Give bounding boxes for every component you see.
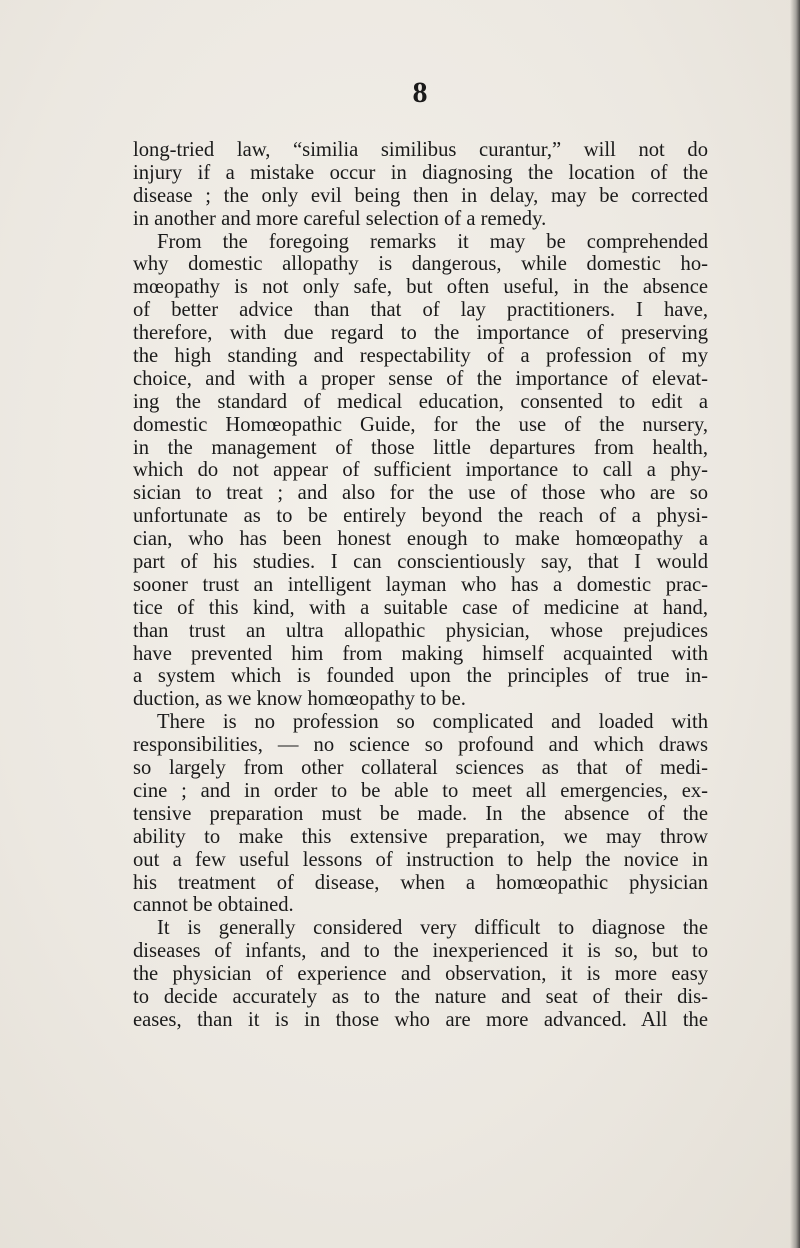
- text-line: than trust an ultra allopathic physician, whose prejudices: [133, 619, 708, 642]
- text-line: cine ; and in order to be able to meet all emergencies, ex-: [133, 779, 708, 802]
- page-number: 8: [412, 76, 428, 109]
- text-line: to decide accurately as to the nature and seat of their dis-: [133, 985, 708, 1008]
- text-line: unfortunate as to be entirely beyond the reach of a physi-: [133, 505, 708, 528]
- paragraph: [133, 917, 708, 1031]
- text-line: the physician of experience and observation, it is more easy: [133, 963, 708, 986]
- text-line: have prevented him from making himself acquainted with: [133, 642, 708, 665]
- text-line: in the management of those little departures from health,: [133, 436, 708, 459]
- text-line: cannot be obtained.: [133, 894, 294, 917]
- text-line: his treatment of disease, when a homœopathic physician: [133, 871, 708, 894]
- paragraph: [133, 231, 708, 712]
- text-line: disease ; the only evil being then in delay, may be corrected: [133, 184, 708, 207]
- text-line: a system which is founded upon the principles of true in-: [133, 665, 708, 688]
- text-line: domestic Homœopathic Guide, for the use of the nursery,: [133, 413, 708, 436]
- text-line: of better advice than that of lay practitioners. I have,: [133, 299, 708, 322]
- text-line: cian, who has been honest enough to make homœopathy a: [133, 528, 708, 551]
- text-line: tice of this kind, with a suitable case of medicine at hand,: [133, 596, 708, 619]
- text-line: why domestic allopathy is dangerous, while domestic ho-: [133, 253, 708, 276]
- text-line: mœopathy is not only safe, but often useful, in the absence: [133, 276, 708, 299]
- paragraph: [133, 711, 708, 917]
- text-line: the high standing and respectability of a profession of my: [133, 345, 708, 368]
- text-line: sician to treat ; and also for the use of those who are so: [133, 482, 708, 505]
- text-line: tensive preparation must be made. In the absence of the: [133, 802, 708, 825]
- text-line: which do not appear of sufficient importance to call a phy-: [133, 459, 708, 482]
- text-line: out a few useful lessons of instruction to help the novice in: [133, 848, 708, 871]
- text-line: diseases of infants, and to the inexperienced it is so, but to: [133, 940, 708, 963]
- text-line: in another and more careful selection of a remedy.: [133, 207, 547, 230]
- text-line: It is generally considered very difficult to diagnose the: [157, 917, 708, 940]
- text-line: long-tried law, “similia similibus curantur,” will not do: [133, 139, 708, 161]
- text-line: ability to make this extensive preparation, we may throw: [133, 825, 708, 848]
- text-line: sooner trust an intelligent layman who has a domestic prac-: [133, 573, 708, 596]
- text-line: therefore, with due regard to the importance of preserving: [133, 322, 708, 345]
- body-text: [133, 139, 708, 1032]
- text-line: part of his studies. I can conscientiously say, that I would: [133, 551, 708, 574]
- page-edge-shadow: [790, 0, 800, 1248]
- text-line: so largely from other collateral sciences as that of medi-: [133, 757, 708, 780]
- text-line: responsibilities, — no science so profound and which draws: [133, 734, 708, 757]
- text-line: choice, and with a proper sense of the importance of elevat-: [133, 367, 708, 390]
- text-line: ing the standard of medical education, consented to edit a: [133, 390, 708, 413]
- text-line: There is no profession so complicated and loaded with: [157, 711, 708, 734]
- text-line: injury if a mistake occur in diagnosing the location of the: [133, 161, 708, 184]
- paragraph: [133, 139, 708, 231]
- text-line: From the foregoing remarks it may be comprehended: [157, 230, 708, 253]
- text-line: eases, than it is in those who are more advanced. All the: [133, 1008, 708, 1031]
- text-line: duction, as we know homœopathy to be.: [133, 688, 466, 711]
